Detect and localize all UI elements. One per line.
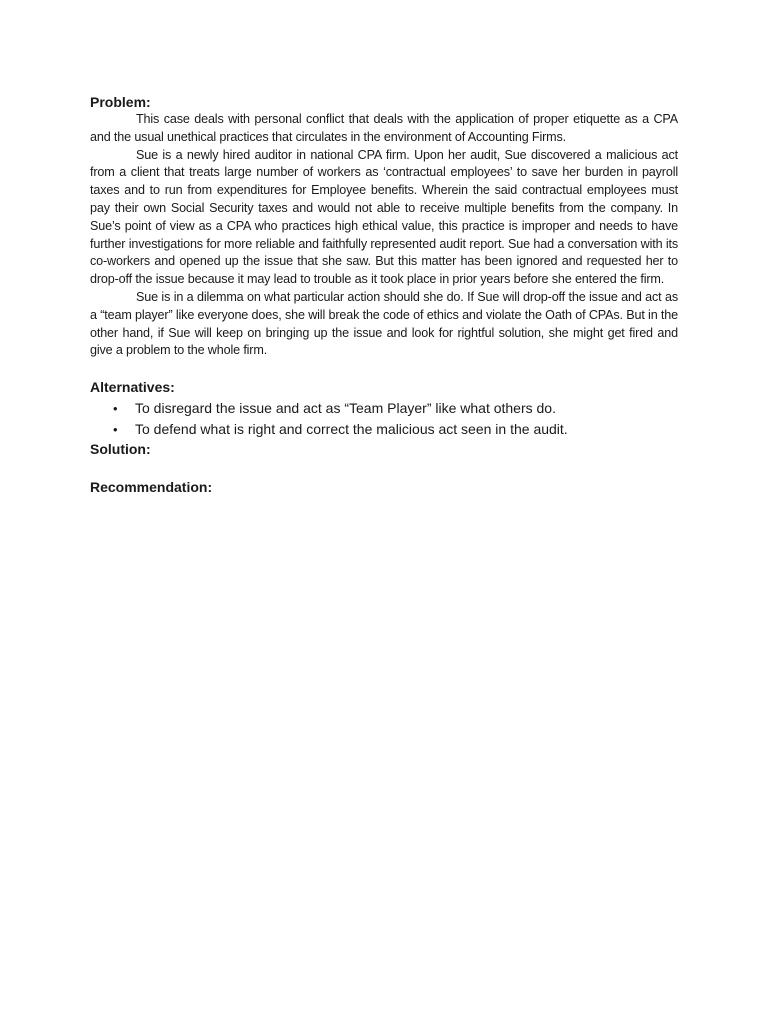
- recommendation-heading: Recommendation:: [90, 479, 213, 496]
- alternative-text: To defend what is right and correct the malicious act seen in the audit.: [135, 421, 568, 438]
- problem-paragraph-3: Sue is in a dilemma on what particular action should she do. If Sue will drop-off the issue and act as a “team player” like everyone does, she will break the code of ethics and violate the Oath of CPAs. But in the other hand, if Sue will keep on bringing up the issue and look for rightful solution, she might get fired and give a problem to the whole firm.: [90, 289, 678, 358]
- problem-paragraph-2: Sue is a newly hired auditor in national CPA firm. Upon her audit, Sue discovered a malicious act from a client that treats large number of workers as ‘contractual employees’ to save her burden in payroll taxes and to run from expenditures for Employee benefits. Wherein the said contractual employees must pay their own Social Security taxes and would not able to receive multiple benefits from the company. In Sue’s point of view as a CPA who practices high ethical value, this practice is improper and needs to have further investigations for more reliable and faithfully represented audit report. Sue had a conversation with its co-workers and opened up the issue that she saw. But this matter has been ignored and requested her to drop-off the issue because it may lead to trouble as it took place in prior years before she entered the firm.: [90, 147, 678, 287]
- problem-heading: Problem:: [90, 94, 151, 110]
- alternatives-heading: Alternatives:: [90, 379, 175, 396]
- solution-heading: Solution:: [90, 441, 151, 458]
- alternatives-list: [90, 398, 678, 440]
- problem-paragraph-1: This case deals with personal conflict that deals with the application of proper etiquette as a CPA and the usual unethical practices that circulates in the environment of Accounting Firms.: [90, 112, 678, 144]
- bullet-icon: •: [113, 422, 118, 438]
- alternative-text: To disregard the issue and act as “Team Player” like what others do.: [135, 400, 556, 417]
- list-item: [90, 419, 678, 440]
- list-item: [90, 398, 678, 419]
- bullet-icon: •: [113, 401, 118, 417]
- document-page: [90, 93, 678, 496]
